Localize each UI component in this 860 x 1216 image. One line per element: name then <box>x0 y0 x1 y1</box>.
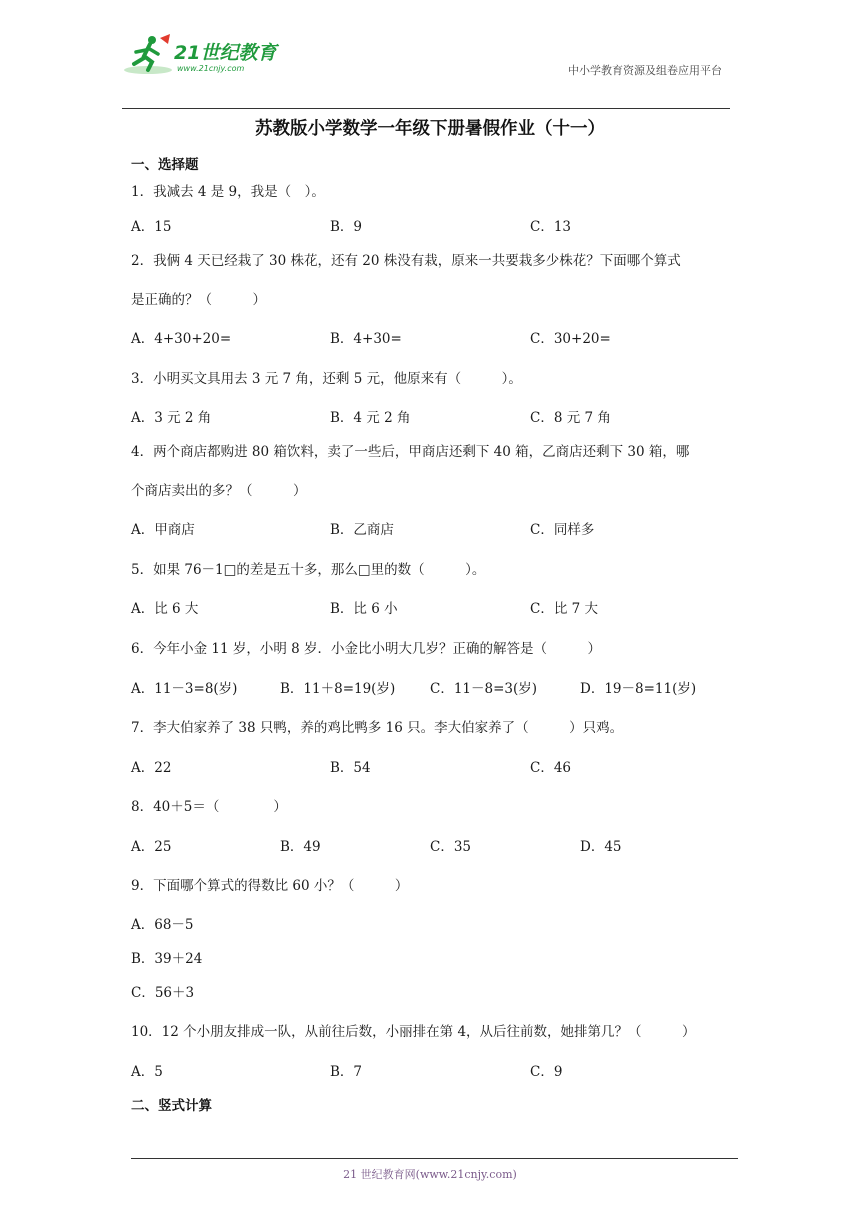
question-2-option-a: A．4+30+20= <box>131 331 232 347</box>
header-divider <box>122 108 730 109</box>
section-heading-vertical-calc: 二、竖式计算 <box>131 1098 212 1114</box>
question-5-option-a: A．比 6 大 <box>131 601 199 617</box>
question-5-text: 5．如果 76－1□的差是五十多，那么□里的数（ ）。 <box>131 562 486 578</box>
platform-tagline: 中小学教育资源及组卷应用平台 <box>568 64 722 77</box>
question-2-text-line-2: 是正确的？（ ） <box>131 292 266 308</box>
question-2-option-c: C．30+20= <box>530 331 611 347</box>
question-1-text: 1．我减去 4 是 9，我是（ ）。 <box>131 184 325 200</box>
question-3-option-c: C．8 元 7 角 <box>530 410 611 426</box>
question-8-option-a: A．25 <box>131 839 172 855</box>
question-3-text: 3．小明买文具用去 3 元 7 角，还剩 5 元，他原来有（ ）。 <box>131 371 522 387</box>
question-8-option-c: C．35 <box>430 839 472 855</box>
question-8-text: 8．40＋5＝（ ） <box>131 799 287 815</box>
logo-url-text: www.21cnjy.com <box>177 64 245 73</box>
question-9-option-c: C．56＋3 <box>131 985 195 1001</box>
question-4-text-line-1: 4．两个商店都购进 80 箱饮料，卖了一些后，甲商店还剩下 40 箱，乙商店还剩下 30 箱，哪 <box>131 444 690 460</box>
question-4-option-a: A．甲商店 <box>131 522 195 538</box>
question-3-option-b: B．4 元 2 角 <box>330 410 411 426</box>
question-6-option-c: C．11－8=3(岁) <box>430 681 538 697</box>
question-9-option-b: B．39＋24 <box>131 951 203 967</box>
question-9-option-a: A．68－5 <box>131 917 194 933</box>
question-7-option-c: C．46 <box>530 760 572 776</box>
site-logo[interactable] <box>122 32 292 76</box>
question-6-option-a: A．11－3=8(岁) <box>131 681 238 697</box>
question-8-option-b: B．49 <box>280 839 321 855</box>
question-2-text-line-1: 2．我俩 4 天已经栽了 30 株花，还有 20 株没有栽，原来一共要栽多少株花？下面哪个算式 <box>131 253 681 269</box>
question-10-option-c: C．9 <box>530 1064 563 1080</box>
question-2-option-b: B．4+30= <box>330 331 402 347</box>
question-7-option-b: B．54 <box>330 760 371 776</box>
question-9-text: 9．下面哪个算式的得数比 60 小？（ ） <box>131 878 409 894</box>
logo-brand-text: 21世纪教育 <box>174 42 277 64</box>
question-4-option-b: B．乙商店 <box>330 522 394 538</box>
footer-divider <box>131 1158 738 1159</box>
question-1-option-c: C．13 <box>530 219 572 235</box>
question-4-option-c: C．同样多 <box>530 522 595 538</box>
question-10-option-b: B．7 <box>330 1064 363 1080</box>
question-7-option-a: A．22 <box>131 760 172 776</box>
question-3-option-a: A．3 元 2 角 <box>131 410 212 426</box>
question-6-option-b: B．11＋8=19(岁) <box>280 681 396 697</box>
question-5-option-c: C．比 7 大 <box>530 601 599 617</box>
question-6-text: 6．今年小金 11 岁，小明 8 岁．小金比小明大几岁？正确的解答是（ ） <box>131 641 602 657</box>
document-title: 苏教版小学数学一年级下册暑假作业（十一） <box>255 119 605 139</box>
question-7-text: 7．李大伯家养了 38 只鸭，养的鸡比鸭多 16 只。李大伯家养了（ ）只鸡。 <box>131 720 624 736</box>
section-heading-choice: 一、选择题 <box>131 157 199 173</box>
question-10-option-a: A．5 <box>131 1064 163 1080</box>
footer-link[interactable]: 21 世纪教育网(www.21cnjy.com) <box>343 1168 517 1181</box>
question-1-option-b: B．9 <box>330 219 363 235</box>
question-10-text: 10．12 个小朋友排成一队，从前往后数，小丽排在第 4，从后往前数，她排第几？（ ） <box>131 1024 696 1040</box>
question-6-option-d: D．19－8=11(岁) <box>580 681 697 697</box>
runner-logo-icon <box>122 32 174 76</box>
question-1-option-a: A．15 <box>131 219 172 235</box>
question-8-option-d: D．45 <box>580 839 622 855</box>
question-4-text-line-2: 个商店卖出的多？（ ） <box>131 483 307 499</box>
question-5-option-b: B．比 6 小 <box>330 601 398 617</box>
page-header <box>122 32 730 80</box>
